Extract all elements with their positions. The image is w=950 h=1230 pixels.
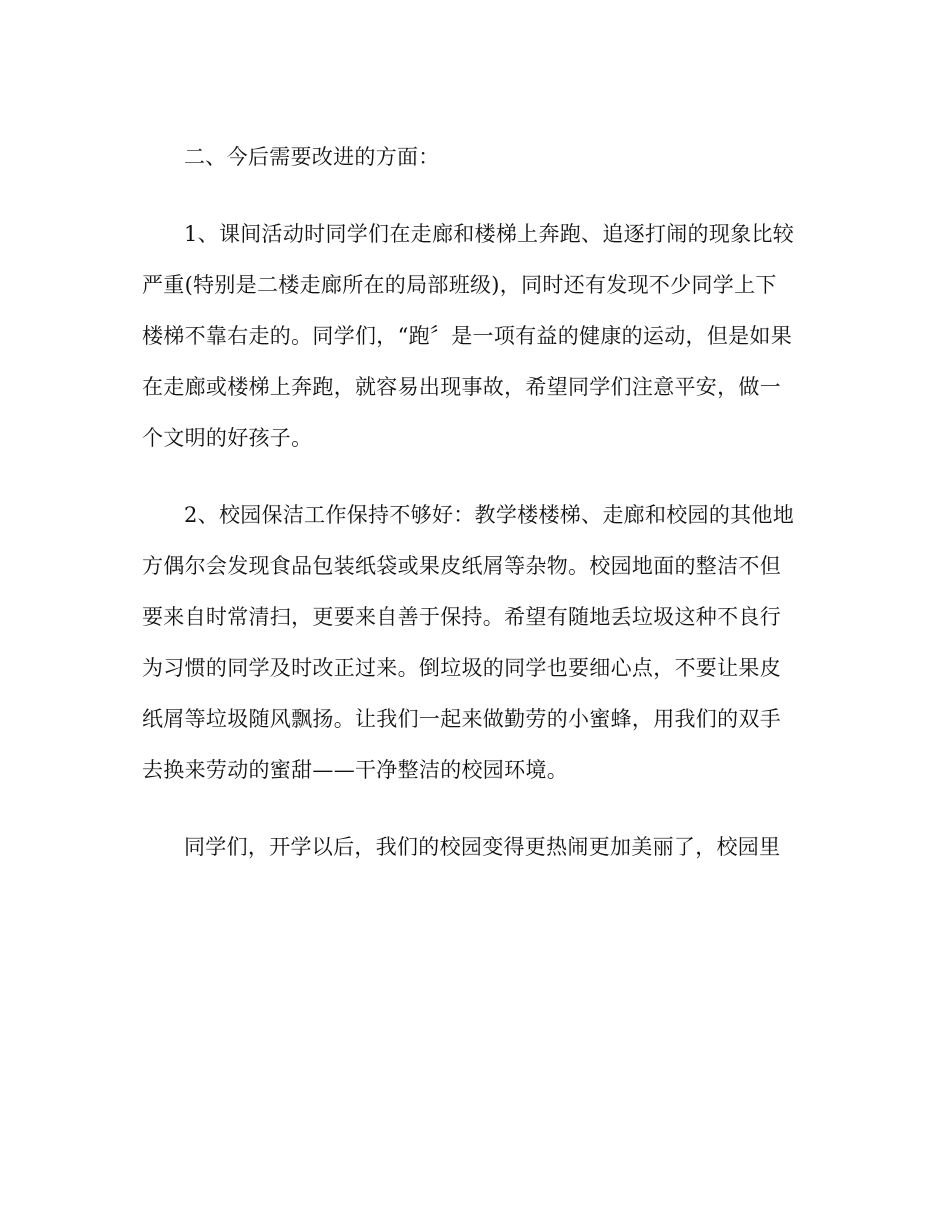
paragraph-line: 纸屑等垃圾随风飘扬。让我们一起来做勤劳的小蜜蜂，用我们的双手 — [142, 707, 781, 731]
paragraph-line: 1、课间活动时同学们在走廊和楼梯上奔跑、追逐打闹的现象比较 — [184, 222, 795, 246]
paragraph-line: 楼梯不靠右走的。同学们，“跑〞是一项有益的健康的运动，但是如果 — [142, 324, 793, 348]
paragraph-line: 个文明的好孩子。 — [142, 426, 313, 450]
paragraph-line: 严重(特别是二楼走廊所在的局部班级)，同时还有发现不少同学上下 — [142, 273, 777, 297]
paragraph-line: 去换来劳动的蜜甜——干净整洁的校园环境。 — [142, 758, 568, 782]
paragraph-item-2 — [142, 490, 804, 796]
paragraph-line: 要来自时常清扫，更要来自善于保持。希望有随地丢垃圾这种不良行 — [142, 605, 781, 629]
section-heading: 二、今后需要改进的方面： — [184, 145, 440, 169]
paragraph-line: 为习惯的同学及时改正过来。倒垃圾的同学也要细心点，不要让果皮 — [142, 656, 781, 680]
paragraph-closing — [142, 822, 804, 873]
paragraph-line: 2、校园保洁工作保持不够好：教学楼楼梯、走廊和校园的其他地 — [184, 503, 795, 527]
document-body — [142, 132, 804, 873]
paragraph-line: 方偶尔会发现食品包装纸袋或果皮纸屑等杂物。校园地面的整洁不但 — [142, 554, 781, 578]
paragraph-item-1 — [142, 209, 804, 464]
paragraph-line: 在走廊或楼梯上奔跑，就容易出现事故，希望同学们注意平安，做一 — [142, 375, 781, 399]
paragraph-line: 同学们，开学以后，我们的校园变得更热闹更加美丽了，校园里 — [184, 835, 781, 859]
